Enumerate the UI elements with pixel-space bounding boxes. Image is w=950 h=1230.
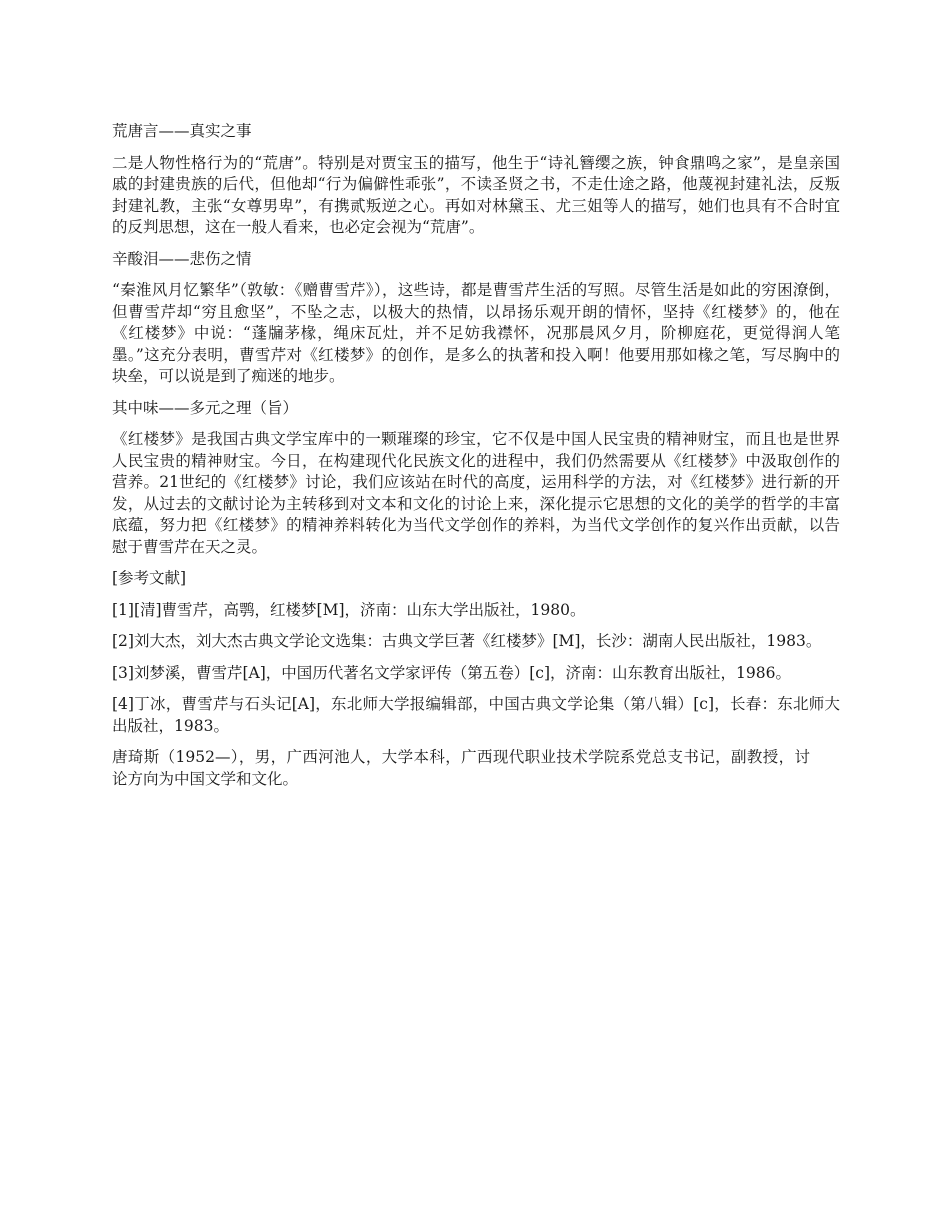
- reference-item-2: [2]刘大杰，刘大杰古典文学论文选集：古典文学巨著《红楼梦》[M]，长沙：湖南人民出版社，1983。: [112, 632, 822, 650]
- reference-item-1: [1][清]曹雪芹，高鹗，红楼梦[M]，济南：山东大学出版社，1980。: [112, 600, 586, 619]
- section-heading-2: 辛酸泪——悲伤之情: [112, 249, 252, 268]
- author-note: 唐琦斯（1952—），男，广西河池人，大学本科，广西现代职业技术学院系党总支书记，副教授，讨论方向为中国文学和文化。: [112, 748, 810, 788]
- section-body-1: 二是人物性格行为的“荒唐”。特别是对贾宝玉的描写，他生于“诗礼簪缨之族，钟食鼎鸣之家”，是皇亲国戚的封建贵族的后代，但他却“行为偏僻性乖张”，不读圣贤之书，不走仕途之路，他蔑视封建礼法，反叛封建礼教，主张“女尊男卑”，有携贰叛逆之心。再如对林黛玉、尤三姐等人的描写，她们也具有不合时宜的反判思想，这在一般人看来，也必定会视为“荒唐”。: [112, 153, 840, 236]
- section-heading-3: 其中味——多元之理（旨）: [112, 398, 299, 417]
- reference-item-3: [3]刘梦溪，曹雪芹[A]，中国历代著名文学家评传（第五卷）[c]，济南：山东教育出版社，1986。: [112, 663, 791, 682]
- references-heading: [参考文献]: [112, 569, 187, 587]
- section-heading-1: 荒唐言——真实之事: [112, 122, 252, 140]
- references-section: [112, 568, 840, 737]
- reference-item-4: [4]丁冰，曹雪芹与石头记[A]，东北师大学报编辑部，中国古典文学论集（第八辑）[c]，长春：东北师大出版社，1983。: [112, 695, 840, 735]
- section-body-2: “秦淮风月忆繁华”（敦敏：《赠曹雪芹》），这些诗，都是曹雪芹生活的写照。尽管生活是如此的穷困潦倒，但曹雪芹却“穷且愈坚”，不坠之志，以极大的热情，以昂扬乐观开朗的情怀，坚持《红楼梦》的，他在《红楼梦》中说：“蓬牖茅椽，绳床瓦灶，并不足妨我襟怀，况那晨风夕月，阶柳庭花，更觉得润人笔墨。”这充分表明，曹雪芹对《红楼梦》的创作，是多么的执著和投入啊！他要用那如椽之笔，写尽胸中的块垒，可以说是到了痴迷的地步。: [112, 281, 840, 385]
- section-body-3: 《红楼梦》是我国古典文学宝库中的一颗璀璨的珍宝，它不仅是中国人民宝贵的精神财宝，而且也是世界人民宝贵的精神财宝。今日，在构建现代化民族文化的进程中，我们仍然需要从《红楼梦》中汲取创作的营养。21世纪的《红楼梦》讨论，我们应该站在时代的高度，运用科学的方法，对《红楼梦》进行新的开发，从过去的文献讨论为主转移到对文本和文化的讨论上来，深化提示它思想的文化的美学的哲学的丰富底蕴，努力把《红楼梦》的精神养料转化为当代文学创作的养料，为当代文学创作的复兴作出贡献，以告慰于曹雪芹在天之灵。: [112, 430, 840, 556]
